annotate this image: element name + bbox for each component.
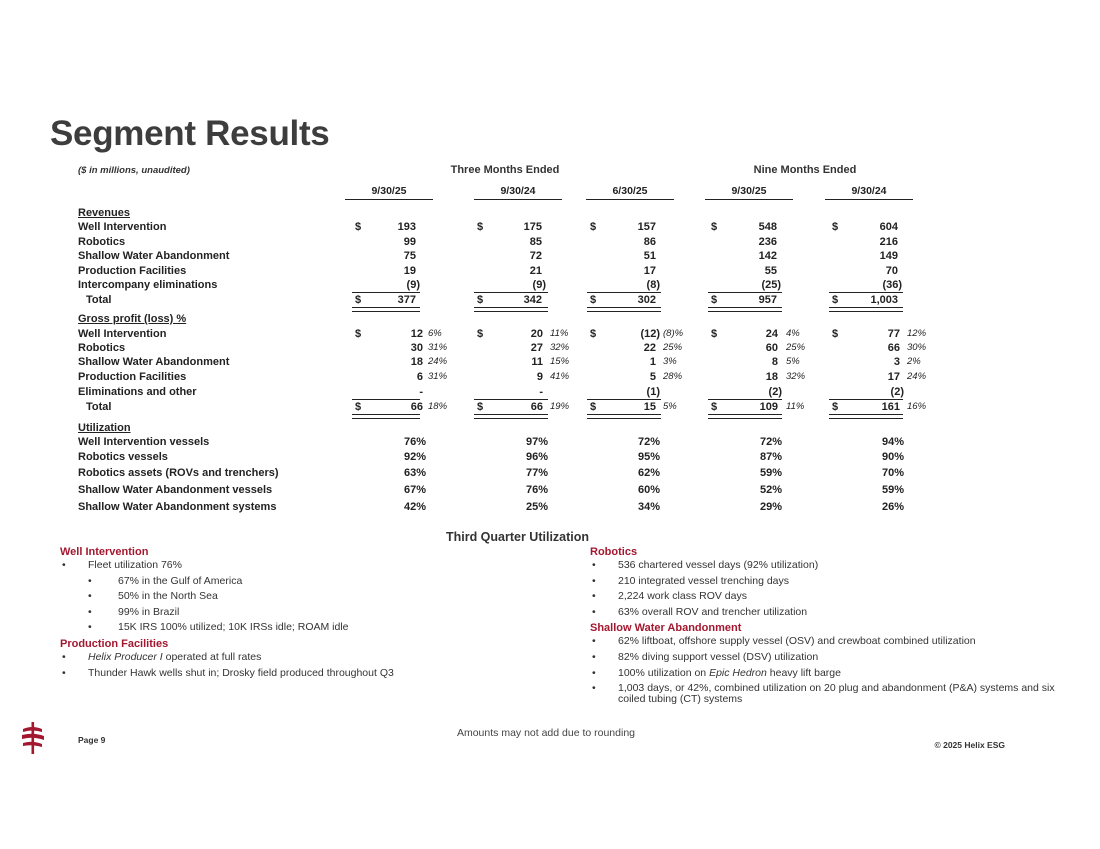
row-label: Eliminations and other <box>78 385 197 398</box>
vessel-name: Helix Producer I <box>88 650 163 663</box>
margin-pct: 31% <box>428 342 448 353</box>
dollar-sign: $ <box>477 328 484 340</box>
list-item: • Fleet utilization 76% <box>60 558 540 574</box>
utilization-header: Utilization <box>78 422 131 434</box>
margin-pct: 24% <box>428 356 448 367</box>
cell-value: 342 <box>523 294 542 306</box>
cell-value: 9 <box>536 371 543 383</box>
total-double-rule <box>352 307 420 312</box>
col-header-2: 9/30/24 <box>474 185 562 200</box>
copyright: © 2025 Helix ESG <box>934 740 1005 750</box>
dollar-sign: $ <box>477 294 484 306</box>
robotics-heading: Robotics <box>590 546 638 558</box>
total-double-rule <box>474 307 548 312</box>
cell-value: 175 <box>523 221 542 233</box>
total-double-rule <box>708 307 782 312</box>
margin-pct: 3% <box>663 356 677 367</box>
col-header-5: 9/30/24 <box>825 185 913 200</box>
cell-value: 25% <box>525 501 548 513</box>
cell-value: 59% <box>759 467 782 479</box>
cell-value: 63% <box>403 467 426 479</box>
margin-pct: 18% <box>428 400 448 412</box>
dollar-sign: $ <box>832 221 839 233</box>
cell-value: 109 <box>759 400 778 413</box>
cell-value: 55 <box>764 264 777 277</box>
gross-profit-header: Gross profit (loss) % <box>78 313 187 325</box>
cell-value: 149 <box>879 250 898 262</box>
margin-pct: 25% <box>663 342 683 353</box>
table-row <box>0 467 1100 481</box>
subtotal-rule <box>474 292 548 293</box>
table-row <box>0 356 1100 370</box>
cell-value: (12) <box>640 328 660 340</box>
rounding-footnote: Amounts may not add due to rounding <box>456 727 636 739</box>
margin-pct: 32% <box>786 371 806 382</box>
cell-value: 90% <box>881 451 904 463</box>
dollar-sign: $ <box>711 221 718 233</box>
cell-value: 604 <box>879 221 898 233</box>
subtotal-rule <box>708 292 782 293</box>
cell-value: 67% <box>403 484 426 496</box>
total-double-rule <box>829 414 903 419</box>
margin-pct: 2% <box>907 356 921 367</box>
cell-value: 76% <box>525 484 548 496</box>
cell-value: 66 <box>410 400 423 413</box>
subtotal-rule <box>474 399 548 400</box>
third-quarter-title: Third Quarter Utilization <box>445 530 590 544</box>
cell-value: (2) <box>768 385 782 398</box>
cell-value: 92% <box>403 451 426 463</box>
page-title: Segment Results <box>50 114 330 153</box>
table-row <box>0 221 1100 235</box>
cell-value: 30 <box>410 342 423 354</box>
cell-value: 3 <box>893 356 900 368</box>
subtotal-rule <box>587 399 661 400</box>
margin-pct: 6% <box>428 328 442 339</box>
margin-pct: 24% <box>907 371 927 382</box>
row-label: Robotics <box>78 235 126 248</box>
subtotal-rule <box>352 292 420 293</box>
list-item: • 63% overall ROV and trencher utilization <box>590 605 1070 621</box>
cell-value: 24 <box>765 328 778 340</box>
table-row <box>0 436 1100 450</box>
cell-value: 26% <box>881 501 904 513</box>
units-note: ($ in millions, unaudited) <box>78 165 190 176</box>
cell-value: 6 <box>416 371 423 383</box>
col-header-3: 6/30/25 <box>586 185 674 200</box>
cell-value: 29% <box>759 501 782 513</box>
row-label: Total <box>86 294 112 306</box>
cell-value: 15 <box>643 400 656 413</box>
list-item <box>590 666 1070 682</box>
cell-value: (25) <box>761 279 781 291</box>
list-item-text: 100% utilization on <box>618 666 710 679</box>
margin-pct: 12% <box>907 328 927 339</box>
margin-pct: 15% <box>550 356 570 367</box>
cell-value: 20 <box>530 328 543 340</box>
cell-value: 72 <box>529 250 542 262</box>
row-label: Production Facilities <box>78 264 187 277</box>
total-double-rule <box>352 414 420 419</box>
cell-value: (2) <box>890 385 904 398</box>
list-item: • 67% in the Gulf of America <box>60 574 540 590</box>
cell-value: 77% <box>525 467 548 479</box>
dollar-sign: $ <box>832 400 839 413</box>
list-item <box>60 650 540 666</box>
cell-value: 96% <box>525 451 548 463</box>
table-row <box>0 501 1100 515</box>
list-item: • 1,003 days, or 42%, combined utilization on 20 plug and abandonment (P&A) systems and six coiled tubing (CT) systems <box>590 681 1070 705</box>
table-row-total <box>0 401 1100 415</box>
dollar-sign: $ <box>355 221 362 233</box>
cell-value: (1) <box>646 385 660 398</box>
cell-value: 18 <box>410 356 423 368</box>
cell-value: 236 <box>758 235 777 248</box>
margin-pct: 31% <box>428 371 448 382</box>
row-label: Robotics <box>78 342 126 354</box>
table-row <box>0 328 1100 342</box>
cell-value: 12 <box>410 328 423 340</box>
row-label: Well Intervention vessels <box>78 435 210 448</box>
subtotal-rule <box>352 399 420 400</box>
revenues-header: Revenues <box>78 207 130 219</box>
list-item-text: heavy lift barge <box>766 666 841 679</box>
cell-value: 72% <box>637 435 660 448</box>
cell-value: 60 <box>765 342 778 354</box>
list-item: • 99% in Brazil <box>60 605 540 621</box>
cell-value: 99 <box>403 235 416 248</box>
margin-pct: 32% <box>550 342 570 353</box>
cell-value: (36) <box>882 279 902 291</box>
cell-value: 957 <box>758 294 777 306</box>
list-item-text: operated at full rates <box>162 650 262 663</box>
cell-value: 97% <box>525 435 548 448</box>
utilization-header-row <box>0 422 1100 436</box>
cell-value: 216 <box>879 235 898 248</box>
cell-value: 72% <box>759 435 782 448</box>
well-intervention-list <box>60 558 540 636</box>
total-double-rule <box>587 414 661 419</box>
list-item: • 50% in the North Sea <box>60 589 540 605</box>
list-item: • 62% liftboat, offshore supply vessel (OSV) and crewboat combined utilization <box>590 634 1070 650</box>
page-number: Page 9 <box>78 735 106 745</box>
cell-value: 17 <box>643 264 656 277</box>
cell-value: - <box>539 385 543 398</box>
margin-pct: (8)% <box>663 328 684 339</box>
table-row <box>0 371 1100 385</box>
col-header-1: 9/30/25 <box>345 185 433 200</box>
list-item: • 210 integrated vessel trenching days <box>590 574 1070 590</box>
cell-value: 42% <box>403 501 426 513</box>
col-header-4: 9/30/25 <box>705 185 793 200</box>
cell-value: (8) <box>646 279 660 291</box>
table-row <box>0 386 1100 400</box>
cell-value: 75 <box>403 250 416 262</box>
cell-value: 76% <box>403 435 426 448</box>
cell-value: 70 <box>885 264 898 277</box>
table-row <box>0 484 1100 498</box>
right-column <box>590 546 1070 705</box>
margin-pct: 16% <box>907 400 927 412</box>
row-label: Robotics vessels <box>78 451 168 463</box>
margin-pct: 11% <box>550 328 569 339</box>
cell-value: (9) <box>406 279 420 291</box>
vessel-name: Epic Hedron <box>709 666 767 679</box>
cell-value: 51 <box>643 250 656 262</box>
production-facilities-heading: Production Facilities <box>60 637 169 650</box>
left-column <box>60 546 540 681</box>
cell-value: 1 <box>649 356 656 368</box>
revenues-header-row <box>0 207 1100 221</box>
margin-pct: 28% <box>663 371 683 382</box>
cell-value: 548 <box>758 221 777 233</box>
cell-value: 27 <box>530 342 543 354</box>
production-facilities-list <box>60 650 540 681</box>
cell-value: 62% <box>637 467 660 479</box>
subtotal-rule <box>587 292 661 293</box>
dollar-sign: $ <box>477 221 484 233</box>
robotics-list <box>590 558 1070 620</box>
list-item: • 82% diving support vessel (DSV) utilization <box>590 650 1070 666</box>
subtotal-rule <box>829 292 903 293</box>
dollar-sign: $ <box>832 328 839 340</box>
list-item: • Thunder Hawk wells shut in; Drosky field produced throughout Q3 <box>60 666 540 682</box>
dollar-sign: $ <box>477 400 484 413</box>
cell-value: 60% <box>637 484 660 496</box>
cell-value: 21 <box>529 264 542 277</box>
group-nine-months: Nine Months Ended <box>753 164 857 176</box>
margin-pct: 19% <box>550 400 570 412</box>
cell-value: 85 <box>529 235 542 248</box>
dollar-sign: $ <box>590 400 597 413</box>
table-row <box>0 250 1100 264</box>
group-three-months: Three Months Ended <box>450 164 560 176</box>
row-label: Production Facilities <box>78 371 187 383</box>
subtotal-rule <box>708 399 782 400</box>
row-label: Shallow Water Abandonment <box>78 356 230 368</box>
total-double-rule <box>474 414 548 419</box>
cell-value: 17 <box>887 371 900 383</box>
cell-value: 157 <box>637 221 656 233</box>
cell-value: 11 <box>531 356 543 368</box>
dollar-sign: $ <box>832 294 839 306</box>
margin-pct: 11% <box>786 400 805 412</box>
dollar-sign: $ <box>590 328 597 340</box>
cell-value: 8 <box>771 356 778 368</box>
cell-value: 34% <box>637 501 660 513</box>
total-double-rule <box>829 307 903 312</box>
cell-value: 94% <box>881 435 904 448</box>
dollar-sign: $ <box>711 400 718 413</box>
cell-value: - <box>419 385 423 398</box>
list-item: • 15K IRS 100% utilized; 10K IRSs idle; ROAM idle <box>60 620 540 636</box>
total-double-rule <box>587 307 661 312</box>
table-row <box>0 342 1100 356</box>
cell-value: 5 <box>649 371 656 383</box>
swa-heading: Shallow Water Abandonment <box>590 622 742 635</box>
cell-value: 77 <box>887 328 900 340</box>
row-label: Well Intervention <box>78 221 167 233</box>
cell-value: 1,003 <box>870 294 898 306</box>
cell-value: 19 <box>403 264 416 277</box>
row-label: Well Intervention <box>78 328 167 340</box>
cell-value: 66 <box>530 400 543 413</box>
margin-pct: 25% <box>786 342 806 353</box>
table-row <box>0 265 1100 279</box>
row-label: Shallow Water Abandonment <box>78 250 230 262</box>
margin-pct: 30% <box>907 342 927 353</box>
table-row <box>0 279 1100 293</box>
dollar-sign: $ <box>590 221 597 233</box>
subtotal-rule <box>829 399 903 400</box>
row-label: Shallow Water Abandonment vessels <box>78 484 273 496</box>
cell-value: 302 <box>637 294 656 306</box>
table-row <box>0 236 1100 250</box>
margin-pct: 5% <box>786 356 800 367</box>
cell-value: 142 <box>758 250 777 262</box>
cell-value: 87% <box>759 451 782 463</box>
cell-value: 161 <box>881 400 900 413</box>
dollar-sign: $ <box>355 294 362 306</box>
margin-pct: 5% <box>663 400 677 412</box>
cell-value: 95% <box>637 451 660 463</box>
dollar-sign: $ <box>590 294 597 306</box>
cell-value: 193 <box>397 221 416 233</box>
list-item: • 2,224 work class ROV days <box>590 589 1070 605</box>
margin-pct: 4% <box>786 328 800 339</box>
gross-profit-header-row <box>0 313 1100 327</box>
table-row <box>0 451 1100 465</box>
cell-value: 52% <box>759 484 782 496</box>
cell-value: 59% <box>881 484 904 496</box>
cell-value: 66 <box>887 342 900 354</box>
cell-value: 86 <box>643 235 656 248</box>
helix-logo-icon <box>20 722 46 759</box>
row-label: Intercompany eliminations <box>78 279 218 291</box>
dollar-sign: $ <box>711 294 718 306</box>
row-label: Shallow Water Abandonment systems <box>78 501 277 513</box>
cell-value: 70% <box>881 467 904 479</box>
well-intervention-heading: Well Intervention <box>60 546 149 558</box>
dollar-sign: $ <box>355 400 362 413</box>
swa-list <box>590 634 1070 705</box>
table-row-total <box>0 294 1100 308</box>
cell-value: (9) <box>532 279 546 291</box>
margin-pct: 41% <box>550 371 570 382</box>
cell-value: 377 <box>397 294 416 306</box>
row-label: Robotics assets (ROVs and trenchers) <box>78 467 279 479</box>
list-item: • 536 chartered vessel days (92% utilization) <box>590 558 1070 574</box>
total-double-rule <box>708 414 782 419</box>
dollar-sign: $ <box>355 328 362 340</box>
row-label: Total <box>86 400 112 413</box>
cell-value: 22 <box>643 342 656 354</box>
dollar-sign: $ <box>711 328 718 340</box>
cell-value: 18 <box>765 371 778 383</box>
